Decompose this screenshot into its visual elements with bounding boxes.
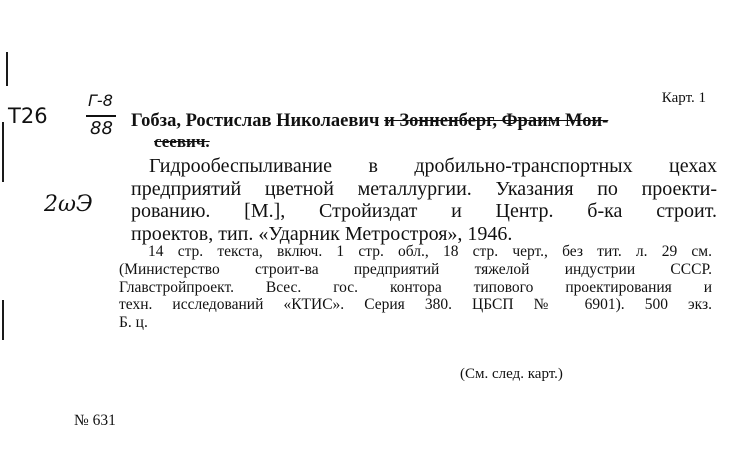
- struck-coauthor: и Зонненберг, Фраим Мои-: [384, 111, 609, 131]
- description-line: Главстройпроект. Всес. гос. контора типового проектирования и: [119, 278, 712, 296]
- description-line: техн. исследований «КТИС». Серия 380. ЦБСП № 6901). 500 экз.: [119, 296, 712, 314]
- shelfmark-fraction-bottom: 88: [90, 118, 113, 139]
- struck-coauthor-continued: сеевич.: [154, 132, 210, 151]
- description-paragraph: [119, 243, 712, 332]
- title-line: проектов, тип. «Ударник Метростроя», 1946.: [131, 222, 513, 245]
- shelfmark-fraction-top: Г-8: [88, 91, 113, 110]
- see-next-card: (См. след. карт.): [460, 366, 563, 382]
- scan-edge-line: [2, 122, 4, 182]
- title-paragraph: [131, 155, 717, 245]
- author-name: Гобза, Ростислав Николаевич: [131, 111, 380, 131]
- description-line: 14 стр. текста, включ. 1 стр. обл., 18 стр. черт., без тит. л. 29 см.: [148, 243, 712, 260]
- inventory-number: № 631: [74, 412, 116, 429]
- shelfmark-main: T26: [8, 104, 48, 128]
- author-heading: [131, 111, 608, 132]
- description-line: Б. ц.: [119, 314, 148, 332]
- card-number: Карт. 1: [661, 90, 706, 106]
- title-line: Гидрообеспыливание в дробильно-транспортных цехах: [149, 155, 717, 177]
- scan-edge-line: [6, 52, 8, 86]
- description-line: (Министерство строит-ва предприятий тяжелой индустрии СССР.: [119, 260, 712, 278]
- handwritten-note: 2ωЭ: [44, 192, 93, 217]
- shelfmark-fraction: [52, 88, 116, 152]
- title-line: предприятий цветной металлургии. Указания по проекти-: [131, 177, 717, 200]
- shelfmark-fraction-bar: [86, 115, 116, 117]
- scan-edge-line: [2, 300, 4, 340]
- title-line: рованию. [М.], Стройиздат и Центр. б-ка строит.: [131, 200, 717, 222]
